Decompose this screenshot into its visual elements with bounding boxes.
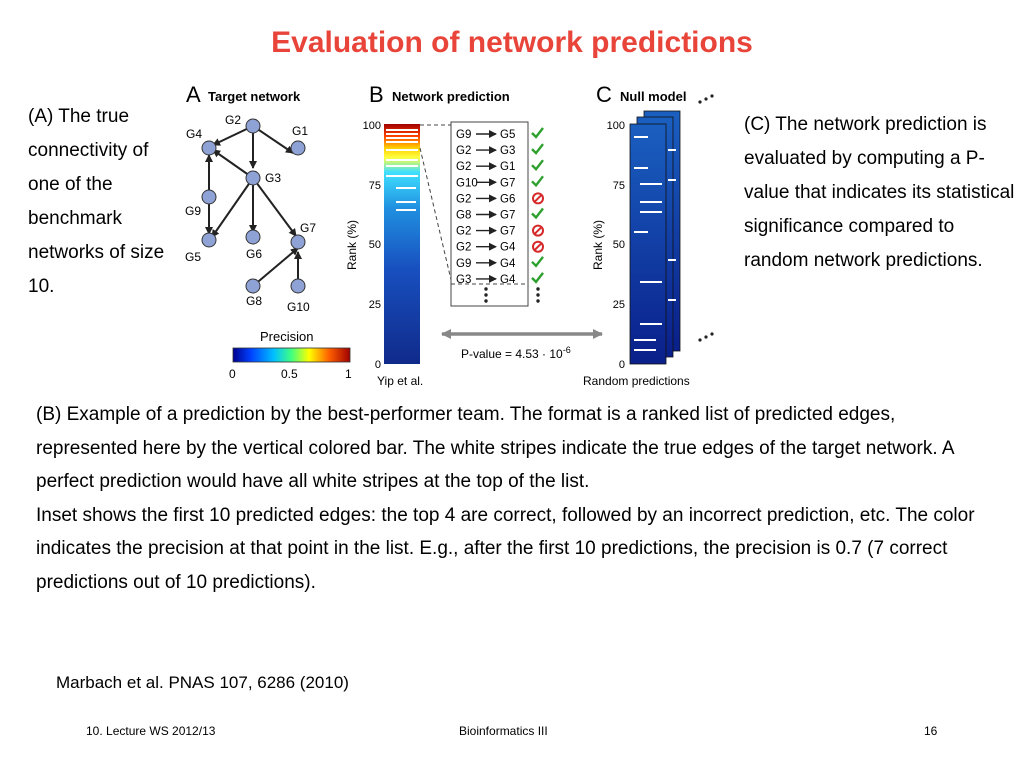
label-g8: G8 [246, 294, 263, 308]
panel-c-title: Null model [620, 89, 687, 104]
caption-b-paragraph-1: (B) Example of a prediction by the best-performer team. The format is a ranked list of predicted edges, represented here by the vertical colored bar. The white stripes indicate the true edges of the target network. A perfect prediction would have all white stripes at the top of the list. [36, 404, 954, 492]
footer-lecture: 10. Lecture WS 2012/13 [86, 724, 216, 738]
panel-a-title: Target network [208, 89, 301, 104]
node-g6 [246, 230, 260, 244]
edge-source: G2 [456, 225, 472, 238]
prohibited-icon [533, 242, 543, 252]
b-tick-25: 25 [368, 299, 381, 311]
reference: Marbach et al. PNAS 107, 6286 (2010) [56, 673, 349, 692]
panel-b-axis-label: Rank (%) [345, 219, 359, 271]
panel-b-bar-label: Yip et al. [377, 374, 424, 388]
panel-c-axis-label: Rank (%) [591, 219, 605, 271]
panel-a [185, 82, 352, 381]
b-tick-100: 100 [362, 120, 381, 132]
edge-target: G4 [500, 257, 516, 270]
check-icon [532, 176, 543, 185]
edge-target: G5 [500, 129, 516, 141]
c-tick-75: 75 [612, 180, 625, 192]
label-g3: G3 [265, 171, 282, 185]
node-g1 [291, 141, 305, 155]
panel-b [345, 82, 602, 388]
edge-source: G9 [456, 129, 472, 141]
node-g5 [202, 233, 216, 247]
b-tick-0: 0 [374, 359, 381, 371]
inset-edge-row [456, 176, 543, 189]
pvalue-text: P-value = $4.53 \cdot 10^{-6}$ [461, 345, 571, 361]
inset-edge-row [456, 209, 543, 222]
node-g3 [246, 171, 260, 185]
check-icon [532, 257, 543, 266]
check-icon [532, 128, 543, 137]
caption-panel-b [36, 398, 996, 599]
edge-target: G4 [500, 273, 516, 286]
check-icon [532, 273, 543, 282]
slide-title: Evaluation of network predictions [271, 26, 753, 59]
edge-target: G7 [500, 177, 516, 190]
inset-edge-row [456, 144, 543, 157]
inset-edge-row [456, 273, 543, 286]
c-tick-0: 0 [618, 359, 625, 371]
footer-page-number: 16 [924, 724, 938, 738]
edge-source: G2 [456, 145, 472, 158]
label-g1: G1 [292, 124, 309, 138]
node-g2 [246, 119, 260, 133]
edge-target: G1 [500, 161, 516, 174]
check-icon [532, 160, 543, 169]
random-bar-1 [630, 124, 666, 364]
prohibited-icon [533, 226, 543, 236]
panel-b-title: Network prediction [392, 89, 510, 104]
check-icon [532, 209, 543, 218]
label-g5: G5 [185, 250, 202, 264]
inset-edge-row [456, 128, 543, 141]
edge-source: G10 [456, 177, 478, 190]
colorbar-tick-1: 1 [345, 367, 352, 381]
b-tick-50: 50 [368, 239, 381, 251]
prohibited-icon [533, 193, 543, 203]
b-tick-75: 75 [368, 180, 381, 192]
label-g10: G10 [287, 300, 310, 314]
panel-c-bar-label: Random predictions [583, 374, 690, 388]
panel-a-letter: A [186, 82, 201, 107]
label-g7: G7 [300, 221, 317, 235]
node-g4 [202, 141, 216, 155]
edge-target: G7 [500, 225, 516, 238]
edge-source: G3 [456, 273, 472, 286]
edge-source: G2 [456, 161, 472, 174]
panel-c [583, 82, 714, 388]
precision-colorbar [233, 348, 350, 362]
caption-panel-a: (A) The true connectivity of one of the benchmark networks of size 10. [28, 106, 165, 297]
label-g4: G4 [186, 127, 203, 141]
edge-target: G7 [500, 209, 516, 222]
label-g9: G9 [185, 204, 202, 218]
edge-source: G2 [456, 241, 472, 254]
inset-edge-row [456, 226, 543, 238]
node-g7 [291, 235, 305, 249]
node-g10 [291, 279, 305, 293]
inset-edge-row [456, 193, 543, 205]
inset-edge-row [456, 160, 543, 173]
check-icon [532, 144, 543, 153]
panel-c-letter: C [596, 82, 612, 107]
edge-target: G6 [500, 193, 516, 206]
caption-panel-c: (C) The network prediction is evaluated by computing a P-value that indicates its statistical significance compared to random network predictions. [744, 114, 1015, 271]
edge-target: G4 [500, 241, 516, 254]
edge-source: G8 [456, 209, 472, 222]
inset-edge-row [456, 242, 543, 254]
c-tick-50: 50 [612, 239, 625, 251]
c-tick-100: 100 [606, 120, 625, 132]
edge-source: G2 [456, 193, 472, 206]
node-g8 [246, 279, 260, 293]
footer-course: Bioinformatics III [459, 724, 548, 738]
label-g2: G2 [225, 113, 242, 127]
c-tick-25: 25 [612, 299, 625, 311]
node-g9 [202, 190, 216, 204]
label-g6: G6 [246, 247, 263, 261]
edge-source: G9 [456, 257, 472, 270]
colorbar-tick-mid: 0.5 [281, 367, 298, 381]
inset-edge-row [456, 257, 543, 270]
edge-target: G3 [500, 145, 516, 158]
caption-b-paragraph-2: Inset shows the first 10 predicted edges: the top 4 are correct, followed by an incorrect prediction, etc. The color indicates the precision at that point in the list. E.g., after the first 10 predictions, the precision is 0.7 (7 correct predictions out of 10 predictions). [36, 504, 975, 593]
panel-b-letter: B [369, 82, 384, 107]
colorbar-title: Precision [260, 329, 314, 344]
colorbar-tick-0: 0 [229, 367, 236, 381]
